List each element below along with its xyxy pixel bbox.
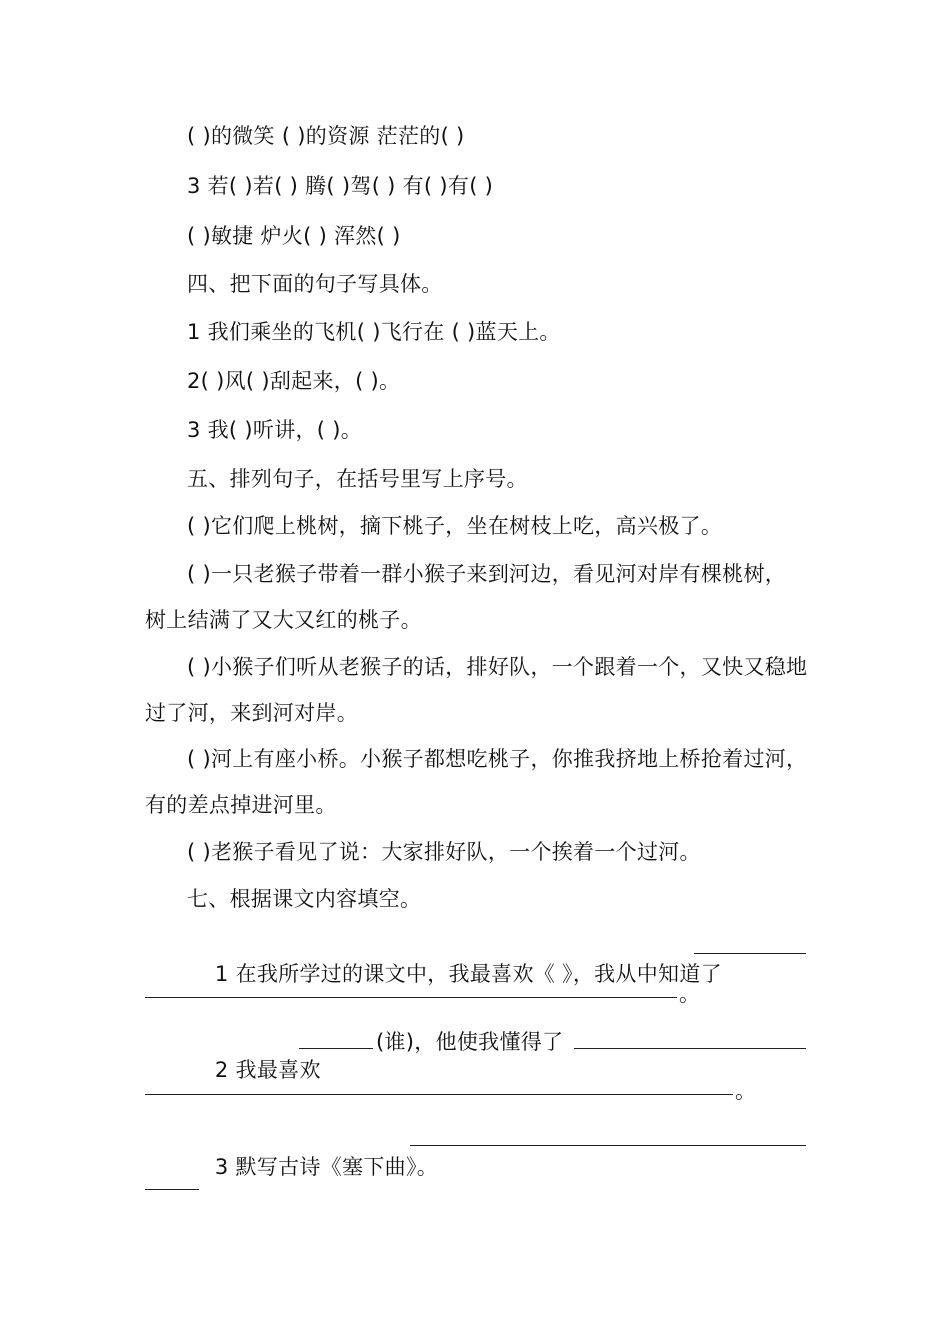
fill-in-question bbox=[187, 1125, 438, 1209]
period-mark: 。 bbox=[679, 982, 701, 1006]
section-heading: 七、根据课文内容填空。 bbox=[187, 887, 422, 911]
text-line: 3 我( )听讲，( )。 bbox=[187, 418, 363, 442]
fill-in-question bbox=[187, 932, 722, 1016]
text-line: ( )老猴子看见了说：大家排好队，一个挨着一个过河。 bbox=[187, 840, 701, 864]
period-mark: 。 bbox=[735, 1079, 757, 1103]
text-line: 树上结满了又大又红的桃子。 bbox=[145, 608, 422, 632]
text-line: 2( )风( )刮起来，( )。 bbox=[187, 369, 401, 393]
text-line: 过了河，来到河对岸。 bbox=[145, 701, 358, 725]
question-text: 2 我最喜欢 bbox=[214, 1058, 321, 1082]
text-line: ( )小猴子们听从老猴子的话，排好队，一个跟着一个，又快又稳地 bbox=[187, 655, 808, 679]
text-line: ( )一只老猴子带着一群小猴子来到河边，看见河对岸有棵桃树， bbox=[187, 562, 787, 586]
text-line: 1 我们乘坐的飞机( )飞行在 ( )蓝天上。 bbox=[187, 320, 561, 344]
question-text: 1 在我所学过的课文中，我最喜欢《 》，我从中知道了 bbox=[214, 962, 722, 986]
text-line: ( )的微笑 ( )的资源 茫茫的( ) bbox=[187, 124, 465, 148]
text-line: 3 若( )若( ) 腾( )驾( ) 有( )有( ) bbox=[187, 174, 494, 198]
text-line: 有的差点掉进河里。 bbox=[145, 793, 337, 817]
text-line: ( )敏捷 炉火( ) 浑然( ) bbox=[187, 224, 401, 248]
text-line: ( )河上有座小桥。小猴子都想吃桃子，你推我挤地上桥抢着过河， bbox=[187, 747, 808, 771]
answer-blank[interactable] bbox=[694, 933, 806, 954]
answer-blank[interactable] bbox=[299, 1028, 373, 1049]
answer-blank[interactable] bbox=[145, 1169, 199, 1190]
question-text: (谁)，他使我懂得了 bbox=[376, 1030, 564, 1054]
text-line: ( )它们爬上桃树，摘下桃子，坐在树枝上吃，高兴极了。 bbox=[187, 514, 723, 538]
section-heading: 四、把下面的句子写具体。 bbox=[187, 272, 443, 296]
answer-blank[interactable] bbox=[410, 1125, 806, 1146]
section-heading: 五、排列句子，在括号里写上序号。 bbox=[187, 467, 528, 491]
answer-blank[interactable] bbox=[145, 977, 677, 998]
question-text: 3 默写古诗《塞下曲》。 bbox=[214, 1155, 439, 1179]
answer-blank[interactable] bbox=[574, 1028, 806, 1049]
answer-blank[interactable] bbox=[145, 1074, 733, 1095]
